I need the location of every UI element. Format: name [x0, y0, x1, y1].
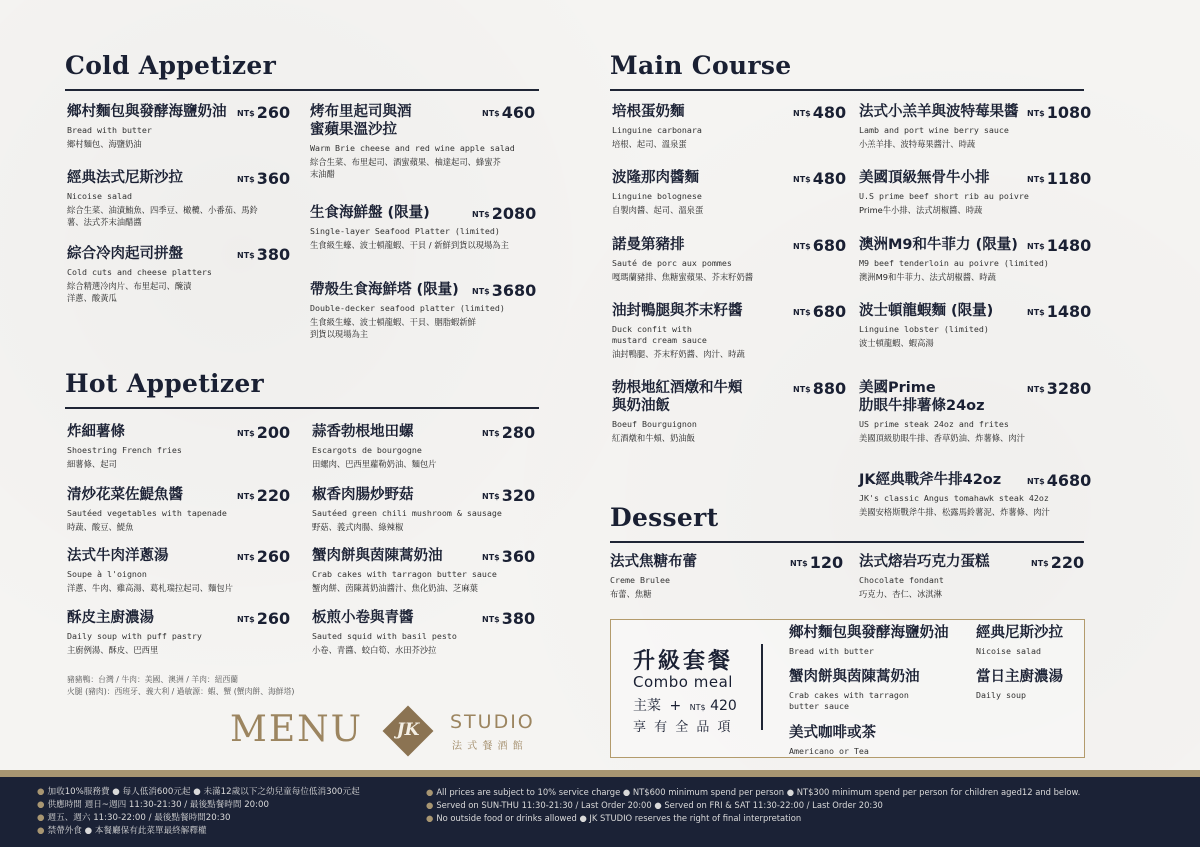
- price-value: 260: [256, 547, 291, 566]
- item-en: Warm Brie cheese and red wine apple salad: [310, 143, 515, 153]
- item-price: [1027, 379, 1091, 398]
- item-price: [793, 103, 846, 122]
- item-en: Lamb and port wine berry sauce: [859, 125, 1009, 135]
- main-item-lamb: [859, 103, 1092, 150]
- price-value: 360: [501, 547, 536, 566]
- item-desc: 主廚例湯、酥皮、巴西里: [67, 645, 159, 655]
- cold-item-brie: [310, 103, 536, 180]
- item-en: JK's classic Angus tomahawk steak 42oz: [859, 493, 1049, 503]
- item-desc: 田螺肉、巴西里蘿勒奶油、麵包片: [312, 459, 437, 469]
- footer-text: No outside food or drinks allowed ● JK STUDIO reserves the right of final interpretation: [436, 813, 802, 823]
- price-value: 680: [812, 302, 847, 321]
- footer-zh-line-2: [37, 799, 269, 812]
- currency-label: NT$: [1031, 559, 1049, 568]
- currency-label: NT$: [472, 287, 490, 296]
- item-en: Crab cakes with tarragon butter sauce: [312, 569, 497, 579]
- item-en: Boeuf Bourguignon: [612, 419, 697, 429]
- hot-item-crab-cakes: [312, 547, 537, 594]
- currency-label: NT$: [482, 553, 500, 562]
- currency-label: NT$: [793, 175, 811, 184]
- option-name: 當日主廚濃湯: [976, 669, 1063, 685]
- item-desc: 野菇、義式肉腸、綠辣椒: [312, 522, 404, 532]
- item-desc: 生食級生蠔、波士頓龍蝦、干貝 / 新鮮到貨以現場為主: [310, 240, 509, 250]
- combo-price: 420: [710, 698, 737, 714]
- item-desc: 美國安格斯戰斧牛排、松露馬鈴薯泥、炸薯條、肉汁: [859, 507, 1050, 517]
- item-desc: 布蕾、焦糖: [610, 589, 652, 599]
- item-en: Linguine lobster (limited): [859, 324, 989, 334]
- price-value: 320: [501, 486, 536, 505]
- option-en: Americano or Tea: [789, 746, 869, 756]
- item-en: Linguine carbonara: [612, 125, 702, 135]
- item-price: [237, 547, 290, 566]
- main-item-short-rib: [859, 169, 1092, 216]
- main-item-ribeye: [859, 379, 1092, 444]
- price-value: 480: [812, 103, 847, 122]
- currency-label: NT$: [237, 553, 255, 562]
- currency-label: NT$: [472, 210, 490, 219]
- currency-label: NT$: [793, 109, 811, 118]
- footer-en-line-3: [426, 812, 801, 825]
- combo-choose: 享 有 全 品 項: [633, 720, 733, 735]
- option-en: Daily soup: [976, 690, 1026, 700]
- currency-label: NT$: [237, 429, 255, 438]
- price-value: 120: [809, 553, 844, 572]
- item-name: 波士頓龍蝦麵 (限量): [859, 303, 994, 319]
- combo-title: 升級套餐: [633, 649, 734, 674]
- bullet-icon: ●: [37, 813, 45, 823]
- price-value: 880: [812, 379, 847, 398]
- option-en: Bread with butter: [789, 646, 874, 656]
- cold-appetizer-title: Cold Appetizer: [65, 51, 277, 80]
- item-price: [1031, 553, 1084, 572]
- item-desc: 紅酒燉和牛頰、奶油飯: [612, 433, 695, 443]
- option-name: 美式咖啡或茶: [789, 725, 876, 741]
- currency-label: NT$: [237, 615, 255, 624]
- item-price: [790, 553, 843, 572]
- price-value: 260: [256, 103, 291, 122]
- price-value: 3680: [491, 281, 537, 300]
- price-value: 1180: [1046, 169, 1092, 188]
- footer-zh-line-1: [37, 786, 360, 799]
- price-value: 4680: [1046, 471, 1092, 490]
- item-desc: Prime牛小排、法式胡椒醬、時蔬: [859, 205, 983, 215]
- item-name: 法式牛肉洋蔥湯: [67, 548, 169, 564]
- brand-subtitle: 法 式 餐 酒 館: [452, 741, 524, 752]
- bullet-icon: ●: [426, 813, 434, 823]
- price-value: 460: [501, 103, 536, 122]
- item-en: Chocolate fondant: [859, 575, 944, 585]
- price-value: 260: [256, 609, 291, 628]
- item-en: Daily soup with puff pastry: [67, 631, 202, 641]
- option-name: 蟹肉餅與茵陳蒿奶油: [789, 669, 920, 685]
- footer-zh-line-3: [37, 812, 231, 825]
- price-value: 480: [812, 169, 847, 188]
- item-en: Double-decker seafood platter (limited): [310, 303, 505, 313]
- item-name: 法式小羔羊與波特莓果醬: [859, 104, 1019, 120]
- item-price: [793, 236, 846, 255]
- footer-en-line-2: [426, 799, 883, 812]
- item-desc: 培根、起司、溫泉蛋: [612, 139, 687, 149]
- item-name: 炸細薯條: [67, 424, 125, 440]
- footer-en-line-1: [426, 786, 1080, 799]
- item-name-2: 肋眼牛排薯條24oz: [859, 398, 985, 414]
- footer-zh-line-4: [37, 825, 207, 838]
- price-value: 200: [256, 423, 291, 442]
- item-en: Cold cuts and cheese platters: [67, 267, 212, 277]
- price-value: 380: [256, 245, 291, 264]
- option-name: 鄉村麵包與發酵海鹽奶油: [789, 625, 949, 641]
- item-price: [793, 302, 846, 321]
- price-value: 360: [256, 169, 291, 188]
- item-price: [1027, 471, 1091, 490]
- hot-rule: [65, 407, 539, 409]
- item-en: Sauté de porc aux pommes: [612, 258, 732, 268]
- brand-menu-text: MENU: [230, 709, 363, 750]
- hot-item-squid: [312, 609, 536, 656]
- hot-appetizer-title: Hot Appetizer: [65, 369, 265, 398]
- item-desc: 波士頓龍蝦、蝦高湯: [859, 338, 934, 348]
- currency-label: NT$: [482, 429, 500, 438]
- item-name: 法式熔岩巧克力蛋糕: [859, 554, 990, 570]
- footer: [0, 777, 1200, 847]
- hot-item-daily-soup: [67, 609, 291, 656]
- item-desc: 綜合生菜、油漬鮪魚、四季豆、橄欖、小番茄、馬鈴薯、法式芥末油醋醬: [67, 205, 258, 227]
- item-name: 生食海鮮盤 (限量): [310, 205, 430, 221]
- dessert-rule: [610, 541, 1084, 543]
- item-desc: 美國頂級肋眼牛排、香草奶油、炸薯條、肉汁: [859, 433, 1025, 443]
- item-desc: 巧克力、杏仁、冰淇淋: [859, 589, 942, 599]
- main-item-carbonara: [612, 103, 847, 150]
- item-desc: 自製肉醬、起司、溫泉蛋: [612, 205, 704, 215]
- item-name: 綜合冷肉起司拼盤: [67, 246, 183, 262]
- hot-item-mushroom: [312, 486, 536, 533]
- price-value: 1480: [1046, 236, 1092, 255]
- item-desc: 綜合精選冷肉片、布里起司、醃漬洋蔥、酸黃瓜: [67, 281, 192, 303]
- main-item-duck: [612, 302, 847, 360]
- combo-meal-box: [610, 619, 1085, 758]
- item-desc: 綜合生菜、布里起司、酒蜜蘋果、柚達起司、蜂蜜芥末油醋: [310, 157, 501, 179]
- currency-label: NT$: [790, 559, 808, 568]
- currency-label: NT$: [793, 385, 811, 394]
- item-price: [482, 423, 535, 442]
- currency-label: NT$: [1027, 308, 1045, 317]
- currency-label: NT$: [237, 492, 255, 501]
- dessert-item-creme-brulee: [610, 553, 850, 600]
- item-name: 烤布里起司與酒蜜蘋果溫沙拉: [310, 104, 412, 138]
- item-name: 帶殼生食海鮮塔 (限量): [310, 282, 459, 298]
- currency-label: NT$: [1027, 477, 1045, 486]
- item-en: Single-layer Seafood Platter (limited): [310, 226, 500, 236]
- combo-en-title: Combo meal: [633, 673, 733, 691]
- combo-option-coffee: [789, 724, 876, 757]
- currency-label: NT$: [1027, 385, 1045, 394]
- currency-label: NT$: [482, 109, 500, 118]
- main-item-bourguignon: [612, 379, 847, 444]
- item-name: JK經典戰斧牛排42oz: [859, 472, 1002, 488]
- item-price: [482, 547, 535, 566]
- price-value: 1080: [1046, 103, 1092, 122]
- dessert-title: Dessert: [610, 503, 719, 532]
- price-value: 680: [812, 236, 847, 255]
- bullet-icon: ●: [426, 800, 434, 810]
- item-desc: 小卷、青醬、蛟白筍、水田芥沙拉: [312, 645, 437, 655]
- item-price: [1027, 169, 1091, 188]
- main-item-tomahawk: [859, 471, 1092, 518]
- item-en: Shoestring French fries: [67, 445, 182, 455]
- item-en: Sautéed green chili mushroom & sausage: [312, 508, 502, 518]
- price-value: 280: [501, 423, 536, 442]
- item-price: [472, 204, 536, 223]
- item-price: [1027, 103, 1091, 122]
- currency-label: NT$: [1027, 175, 1045, 184]
- item-desc: 細薯條、起司: [67, 459, 117, 469]
- item-en: Duck confit with: [612, 324, 692, 334]
- combo-divider: [761, 644, 763, 730]
- item-price: [472, 281, 536, 300]
- currency-label: NT$: [237, 109, 255, 118]
- footer-text: 禁帶外食 ● 本餐廳保有此菜單最終解釋權: [47, 826, 207, 836]
- item-desc: 鄉村麵包、海鹽奶油: [67, 139, 142, 149]
- item-desc: 洋蔥、牛肉、雞高湯、葛札瑞拉起司、麵包片: [67, 583, 233, 593]
- item-desc: 蟹肉餅、茵陳蒿奶油醬汁、焦化奶油、芝麻葉: [312, 583, 478, 593]
- item-en: U.S prime beef short rib au poivre: [859, 191, 1029, 201]
- item-price: [237, 169, 290, 188]
- footer-text: 供應時間 週日~週四 11:30-21:30 / 最後點餐時間 20:00: [47, 800, 269, 810]
- bullet-icon: ●: [37, 787, 45, 797]
- item-en-2: mustard cream sauce: [612, 335, 707, 345]
- combo-option-salad: [976, 624, 1063, 657]
- item-name: 蒜香勃根地田螺: [312, 424, 414, 440]
- combo-price-line: [633, 695, 737, 715]
- footer-text: All prices are subject to 10% service charge ● NT$600 minimum spend per person ● NT$300 minimum spend per person for children aged12 and below.: [436, 787, 1081, 797]
- item-name: 澳洲M9和牛菲力 (限量): [859, 237, 1018, 253]
- price-value: 380: [501, 609, 536, 628]
- item-en: Sauted squid with basil pesto: [312, 631, 457, 641]
- item-name: 酥皮主廚濃湯: [67, 610, 154, 626]
- combo-option-crab: [789, 668, 920, 712]
- main-rule: [610, 89, 1084, 91]
- combo-plus: +: [669, 698, 682, 714]
- item-desc: 時蔬、酸豆、鯷魚: [67, 522, 134, 532]
- item-en: Escargots de bourgogne: [312, 445, 422, 455]
- cold-rule: [65, 89, 539, 91]
- currency-label: NT$: [793, 308, 811, 317]
- brand-studio-text: STUDIO: [450, 711, 535, 733]
- currency-label: NT$: [1027, 242, 1045, 251]
- hot-item-onion-soup: [67, 547, 297, 594]
- item-price: [237, 486, 290, 505]
- main-item-wagyu: [859, 236, 1092, 283]
- item-name: 油封鴨腿與芥末籽醬: [612, 303, 743, 319]
- item-price: [793, 379, 846, 398]
- footer-text: 加收10%服務費 ● 每人低消600元起 ● 未滿12歲以下之幼兒童每位低消300元起: [47, 787, 360, 797]
- cold-item-seafood-plate: [310, 204, 537, 251]
- combo-option-bread: [789, 624, 949, 657]
- price-value: 3280: [1046, 379, 1092, 398]
- hot-item-escargots: [312, 423, 536, 470]
- currency-label: NT$: [237, 175, 255, 184]
- item-name: 勃根地紅酒燉和牛頰: [612, 380, 743, 396]
- currency-label: NT$: [237, 251, 255, 260]
- item-en: US prime steak 24oz and frites: [859, 419, 1009, 429]
- cold-item-bread: [67, 103, 291, 150]
- item-desc: 生食級生蠔、波士頓龍蝦、干貝、胭脂蝦新鮮到貨以現場為主: [310, 317, 476, 339]
- combo-option-soup: [976, 668, 1063, 701]
- item-en: Soupe à l'oignon: [67, 569, 147, 579]
- item-desc: 油封鴨腿、芥末籽奶醬、肉汁、時蔬: [612, 349, 745, 359]
- option-name: 經典尼斯沙拉: [976, 625, 1063, 641]
- currency-label: NT$: [689, 703, 706, 712]
- item-desc: 嘎瑪蘭豬排、焦糖蜜蘋果、芥末籽奶醬: [612, 272, 754, 282]
- item-price: [482, 486, 535, 505]
- item-price: [482, 609, 535, 628]
- item-en: Nicoise salad: [67, 191, 132, 201]
- item-name: 清炒花菜佐鯷魚醬: [67, 487, 183, 503]
- origin-note-1: 豬豬鴨：台灣 / 牛肉：美國、澳洲 / 羊肉：紐西蘭: [67, 675, 239, 684]
- brand-logo: [230, 703, 550, 758]
- item-en: Bread with butter: [67, 125, 152, 135]
- main-course-title: Main Course: [610, 51, 792, 80]
- main-item-lobster: [859, 302, 1092, 349]
- item-price: [237, 103, 290, 122]
- item-name: 椒香肉腸炒野菇: [312, 487, 414, 503]
- cold-item-coldcuts: [67, 245, 291, 304]
- item-price: [1027, 236, 1091, 255]
- item-en: M9 beef tenderloin au poivre (limited): [859, 258, 1049, 268]
- footer-text: 週五、週六 11:30-22:00 / 最後點餐時間20:30: [47, 813, 231, 823]
- item-en: Creme Brulee: [610, 575, 670, 585]
- item-name: 諾曼第豬排: [612, 237, 685, 253]
- footer-accent-band: [0, 770, 1200, 777]
- bullet-icon: ●: [37, 800, 45, 810]
- item-price: [237, 423, 290, 442]
- main-item-bolognese: [612, 169, 847, 216]
- item-desc: 澳洲M9和牛菲力、法式胡椒醬、時蔬: [859, 272, 996, 282]
- price-value: 220: [1050, 553, 1085, 572]
- hot-item-fries: [67, 423, 291, 470]
- hot-item-vegetables: [67, 486, 291, 533]
- option-en: Nicoise salad: [976, 646, 1041, 656]
- item-price: [793, 169, 846, 188]
- item-name: 培根蛋奶麵: [612, 104, 685, 120]
- item-name-2: 與奶油飯: [612, 398, 670, 414]
- brand-jk-text: JK: [396, 720, 420, 740]
- cold-item-seafood-tower: [310, 281, 537, 340]
- item-name: 鄉村麵包與發酵海鹽奶油: [67, 104, 227, 120]
- item-name: 波隆那肉醬麵: [612, 170, 699, 186]
- price-value: 220: [256, 486, 291, 505]
- item-name: 美國頂級無骨牛小排: [859, 170, 990, 186]
- item-en: Sautéed vegetables with tapenade: [67, 508, 227, 518]
- item-price: [237, 609, 290, 628]
- cold-item-nicoise: [67, 169, 291, 228]
- item-name: 經典法式尼斯沙拉: [67, 170, 183, 186]
- item-name: 蟹肉餅與茵陳蒿奶油: [312, 548, 443, 564]
- option-en-2: butter sauce: [789, 701, 849, 711]
- currency-label: NT$: [793, 242, 811, 251]
- main-item-pork: [612, 236, 847, 283]
- currency-label: NT$: [1027, 109, 1045, 118]
- item-price: [237, 245, 290, 264]
- item-price: [1027, 302, 1091, 321]
- item-name: 法式焦糖布蕾: [610, 554, 697, 570]
- item-en: Linguine bolognese: [612, 191, 702, 201]
- dessert-item-fondant: [859, 553, 1089, 600]
- origin-note-2: 火腿 (豬肉)：西班牙、義大利 / 過敏源：蝦、蟹 (蟹肉餅、海鮮塔): [67, 687, 295, 696]
- item-name: 板煎小卷與青醬: [312, 610, 414, 626]
- price-value: 1480: [1046, 302, 1092, 321]
- currency-label: NT$: [482, 615, 500, 624]
- item-price: [482, 103, 535, 122]
- option-en: Crab cakes with tarragon: [789, 690, 909, 700]
- combo-main-label: 主菜: [633, 698, 661, 714]
- price-value: 2080: [491, 204, 537, 223]
- bullet-icon: ●: [37, 826, 45, 836]
- item-desc: 小羔羊排、波特莓果醬汁、時蔬: [859, 139, 976, 149]
- bullet-icon: ●: [426, 787, 434, 797]
- footer-text: Served on SUN-THU 11:30-21:30 / Last Order 20:00 ● Served on FRI & SAT 11:30-22:00 / Last Order 20:30: [436, 800, 883, 810]
- item-name: 美國Prime: [859, 380, 936, 396]
- currency-label: NT$: [482, 492, 500, 501]
